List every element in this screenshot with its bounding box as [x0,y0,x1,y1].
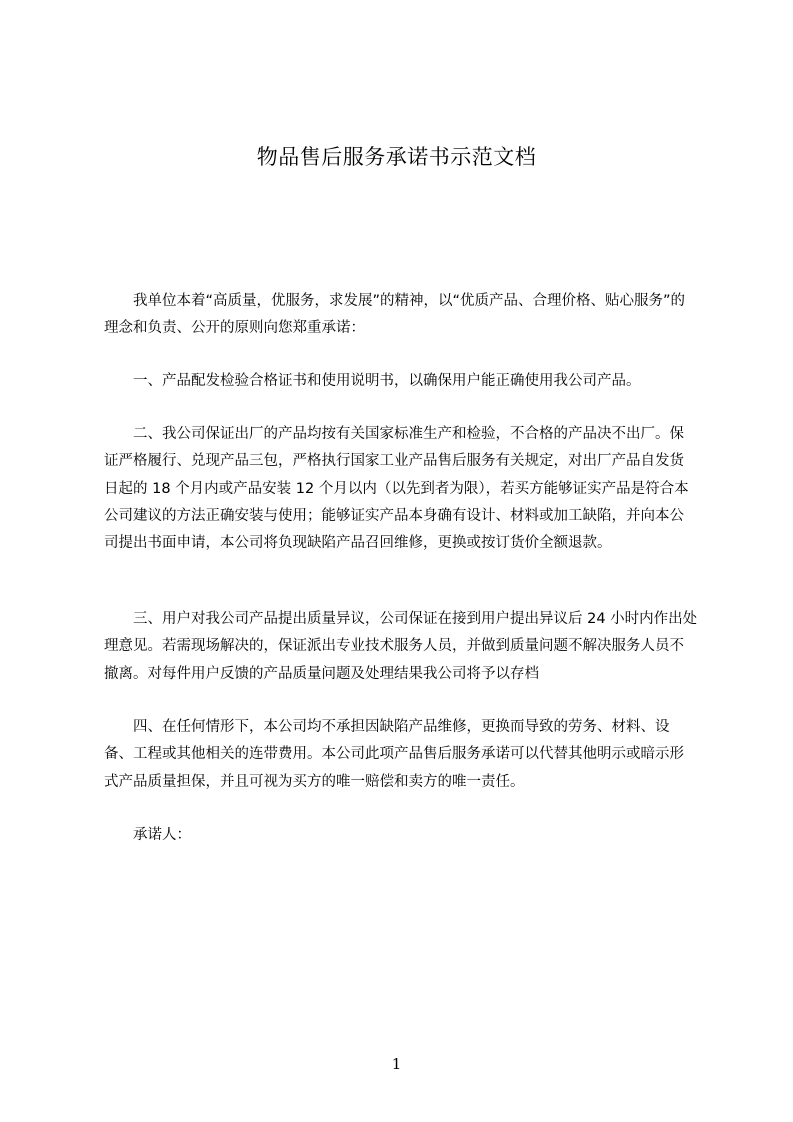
clause-text-1: 一、产品配发检验合格证书和使用说明书，以确保用户能正确使用我公司产品。 [133,373,641,389]
clause-text-4: 四、在任何情形下，本公司均不承担因缺陷产品维修，更换而导致的劳务、材料、设备、工程或其他相关的连带费用。本公司此项产品售后服务承诺可以代替其他明示或暗示形式产品质量担保，并且可视为买方的唯一赔偿和卖方的唯一责任。 [104,719,684,790]
page-number: 1 [391,1055,402,1073]
clause-text-3: 三、用户对我公司产品提出质量异议，公司保证在接到用户提出异议后 24 小时内作出处理意见。若需现场解决的，保证派出专业技术服务人员，并做到质量问题不解决服务人员不撤离。对每件用户反馈的产品质量问题及处理结果我公司将予以存档 [104,611,698,682]
intro-paragraph [104,288,698,343]
clause-paragraph-4 [104,714,698,796]
signer-label: 承诺人： [133,827,191,843]
intro-text: 我单位本着“高质量，优服务，求发展”的精神，以“优质产品、合理价格、贴心服务”的理念和负责、公开的原则向您郑重承诺： [104,293,686,337]
clause-paragraph-2 [104,421,698,557]
clause-text-2: 二、我公司保证出厂的产品均按有关国家标准生产和检验，不合格的产品决不出厂。保证严格履行、兑现产品三包，严格执行国家工业产品售后服务有关规定，对出厂产品自发货日起的 18 个月内或产品安装 12 个月以内（以先到者为限），若买方能够证实产品是符合本公司建议的方法正确安装与使用；能够证实产品本身确有设计、材料或加工缺陷，并向本公司提出书面申请，本公司将负现缺陷产品召回维修，更换或按订货价全额退款。 [104,426,689,552]
document-title: 物品售后服务承诺书示范文档 [256,145,537,169]
clause-paragraph-1 [104,368,698,395]
signer-line [104,822,698,849]
clause-paragraph-3 [104,606,698,688]
